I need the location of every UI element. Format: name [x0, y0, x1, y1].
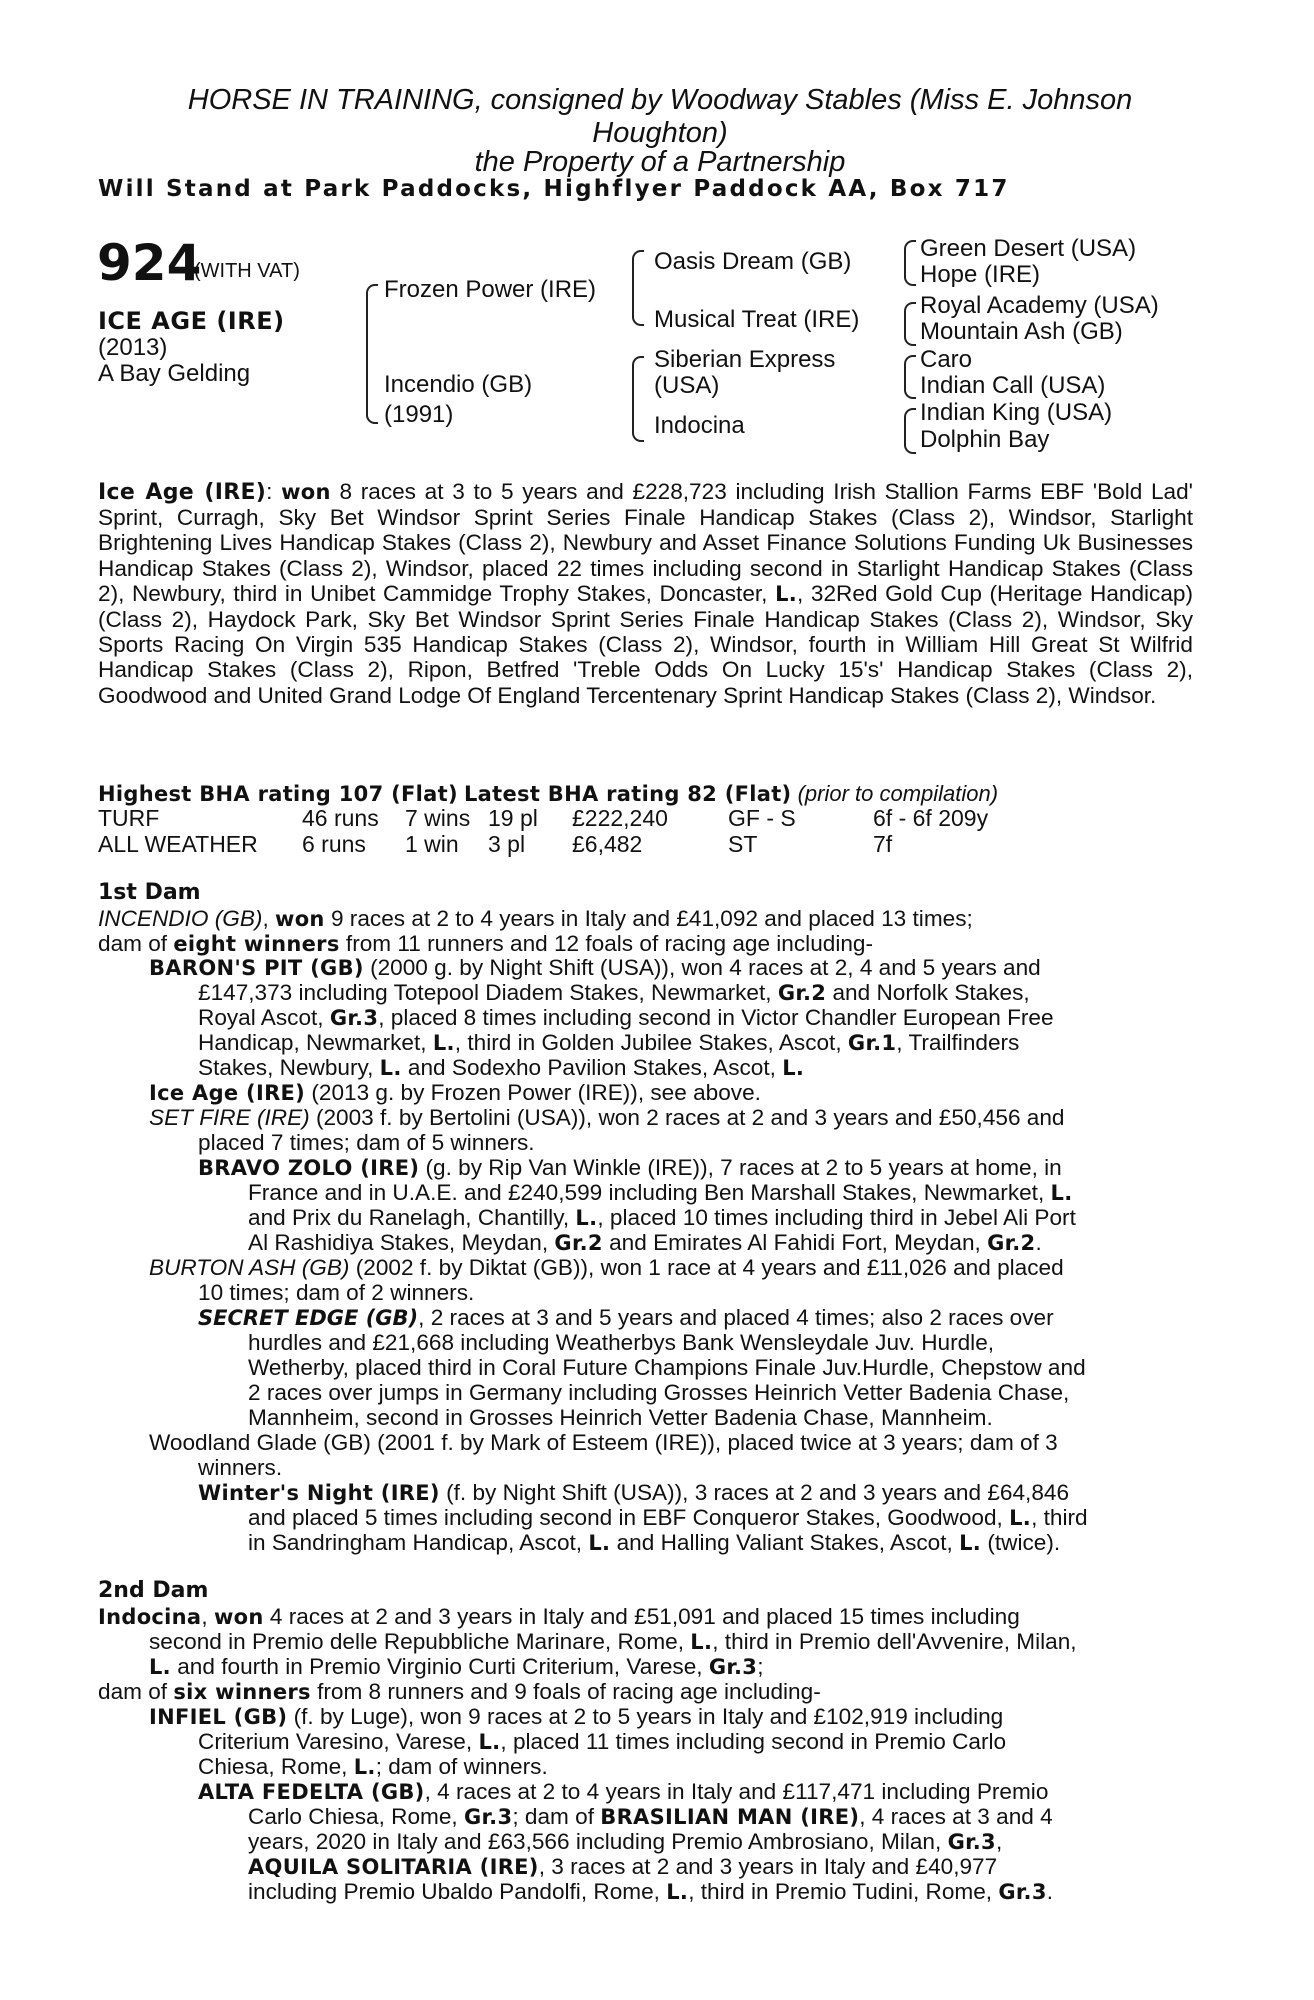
winters-night: Winter's Night (IRE) (f. by Night Shift (USA)), 3 races at 2 and 3 years and £64,846: [198, 1480, 1070, 1505]
pedigree-dam-year: (1991): [384, 401, 454, 428]
infiel-line3: Chiesa, Rome, L.; dam of winners.: [198, 1754, 548, 1779]
race-record: Ice Age (IRE): won 8 races at 3 to 5 years and £228,723 including Irish Stallion Farms EBF 'Bold Lad' Sprint, Curragh, Sky Bet Windsor Sprint Series Finale Handicap Stakes (Class 2), Windsor, Starlight Brightening Lives Handicap Stakes (Class 2), Newbury and Asset Finance Solutions Funding Uk Businesses Handicap Stakes (Class 2), Windsor, placed 22 times including second in Starlight Handicap Stakes (Class 2), Newbury, third in Unibet Cammidge Trophy Stakes, Doncaster, L., 32Red Gold Cup (Heritage Handicap) (Class 2), Haydock Park, Sky Bet Windsor Sprint Series Finale Handicap Stakes (Class 2), Windsor, Sky Sports Racing On Virgin 535 Handicap Stakes (Class 2), Windsor, fourth in William Hill Great St Wilfrid Handicap Stakes (Class 2), Ripon, Betfred 'Treble Odds On Lucky 15's' Handicap Stakes (Class 2), Goodwood and United Grand Lodge Of England Tercentenary Sprint Handicap Stakes (Class 2), Windsor.: [98, 479, 1194, 708]
secret-line3: Wetherby, placed third in Coral Future Champions Finale Juv.Hurdle, Chepstow and: [248, 1355, 1086, 1380]
pedigree-sd-sire: Royal Academy (USA): [920, 292, 1159, 319]
pedigree-sire: Frozen Power (IRE): [384, 276, 597, 303]
vat-note: (WITH VAT): [194, 260, 300, 282]
consignor-line: HORSE IN TRAINING, consigned by Woodway Stables (Miss E. Johnson: [187, 84, 1133, 116]
aw-runs: 6 runs: [302, 831, 366, 857]
dam2-line2: second in Premio delle Repubbliche Marinare, Rome, L., third in Premio dell'Avvenire, Milan,: [149, 1629, 1077, 1654]
pedigree-ss-sire: Green Desert (USA): [920, 235, 1137, 262]
alta-fedelta: ALTA FEDELTA (GB), 4 races at 2 to 4 years in Italy and £117,471 including Premio: [198, 1779, 1049, 1804]
secret-line5: Mannheim, second in Grosses Heinrich Vetter Badenia Chase, Mannheim.: [248, 1405, 993, 1430]
dam1-line: INCENDIO (GB), won 9 races at 2 to 4 years in Italy and £41,092 and placed 13 times;: [98, 906, 973, 931]
dam2-line: Indocina, won 4 races at 2 and 3 years in Italy and £51,091 and placed 15 times including: [98, 1604, 1020, 1629]
secret-edge: SECRET EDGE (GB), 2 races at 3 and 5 years and placed 4 times; also 2 races over: [198, 1305, 1054, 1330]
brace-4d: [904, 408, 916, 454]
bravo-zolo: BRAVO ZOLO (IRE) (g. by Rip Van Winkle (IRE)), 7 races at 2 to 5 years at home, in: [198, 1155, 1062, 1180]
turf-wins: 7 wins: [405, 805, 471, 831]
bha-rating: Highest BHA rating 107 (Flat) Latest BHA rating 82 (Flat) (prior to compilation): [98, 781, 999, 806]
aw-going: ST: [728, 831, 758, 857]
pedigree-ss-dam: Hope (IRE): [920, 261, 1041, 288]
secret-line4: 2 races over jumps in Germany including Grosses Heinrich Vetter Badenia Chase,: [248, 1380, 1070, 1405]
pedigree-sire-dam: Musical Treat (IRE): [654, 306, 860, 333]
lot-number: 924: [97, 234, 202, 292]
burton-ash: BURTON ASH (GB) (2002 f. by Diktat (GB)), won 1 race at 4 years and £11,026 and placed: [149, 1255, 1064, 1280]
dam2-line3: L. and fourth in Premio Virginio Curti Criterium, Varese, Gr.3;: [149, 1654, 764, 1679]
alta-line3: years, 2020 in Italy and £63,566 including Premio Ambrosiano, Milan, Gr.3,: [248, 1829, 1003, 1854]
pedigree-ds-sire: Caro: [920, 346, 973, 373]
woodland-glade: Woodland Glade (GB) (2001 f. by Mark of Esteem (IRE)), placed twice at 3 years; dam of 3: [149, 1430, 1058, 1455]
bravo-line2: France and in U.A.E. and £240,599 including Ben Marshall Stakes, Newmarket, L.: [248, 1180, 1073, 1205]
turf-label: TURF: [98, 805, 160, 831]
winters-line3: in Sandringham Handicap, Ascot, L. and Halling Valiant Stakes, Ascot, L. (twice).: [248, 1530, 1061, 1555]
turf-distance: 6f - 6f 209y: [873, 805, 989, 831]
barons-line3: Royal Ascot, Gr.3, placed 8 times including second in Victor Chandler European Free: [198, 1005, 1054, 1030]
bravo-line3: and Prix du Ranelagh, Chantilly, L., placed 10 times including third in Jebel Ali Port: [248, 1205, 1076, 1230]
set-fire-line2: placed 7 times; dam of 5 winners.: [198, 1130, 535, 1155]
set-fire: SET FIRE (IRE) (2003 f. by Bertolini (USA)), won 2 races at 2 and 3 years and £50,456 and: [149, 1105, 1065, 1130]
aw-prize: £6,482: [572, 831, 643, 857]
infiel: INFIEL (GB) (f. by Luge), won 9 races at 2 to 5 years in Italy and £102,919 including: [149, 1704, 1004, 1729]
pedigree-dd-sire: Indian King (USA): [920, 399, 1113, 426]
stand-location: Will Stand at Park Paddocks, Highflyer Paddock AA, Box 717: [98, 176, 1010, 202]
pedigree-ds-dam: Indian Call (USA): [920, 372, 1106, 399]
turf-prize: £222,240: [572, 805, 668, 831]
alta-line2: Carlo Chiesa, Rome, Gr.3; dam of BRASILIAN MAN (IRE), 4 races at 3 and 4: [248, 1804, 1053, 1829]
pedigree-sd-dam: Mountain Ash (GB): [920, 318, 1123, 345]
infiel-line2: Criterium Varesino, Varese, L., placed 11 times including second in Premio Carlo: [198, 1729, 1007, 1754]
first-dam-heading: 1st Dam: [98, 880, 201, 905]
consignor-line-cont: Houghton): [592, 117, 728, 149]
dam1-produce: dam of eight winners from 11 runners and 12 foals of racing age including-: [98, 931, 873, 956]
brace-4c: [904, 355, 916, 399]
woodland-line2: winners.: [198, 1455, 283, 1480]
bravo-line4: Al Rashidiya Stakes, Meydan, Gr.2 and Emirates Al Fahidi Fort, Meydan, Gr.2.: [248, 1230, 1042, 1255]
horse-description: A Bay Gelding: [98, 360, 251, 387]
turf-going: GF - S: [728, 805, 796, 831]
aw-label: ALL WEATHER: [98, 831, 258, 857]
pedigree-dam: Incendio (GB): [384, 371, 533, 398]
pedigree-brace-dam: [632, 356, 644, 442]
aw-wins: 1 win: [405, 831, 459, 857]
barons-line4: Handicap, Newmarket, L., third in Golden Jubilee Stakes, Ascot, Gr.1, Trailfinders: [198, 1030, 1020, 1055]
foaling-year: (2013): [98, 334, 168, 361]
brace-4b: [904, 302, 916, 346]
horse-name: ICE AGE (IRE): [98, 307, 285, 335]
burton-line2: 10 times; dam of 2 winners.: [198, 1280, 475, 1305]
second-dam-heading: 2nd Dam: [98, 1578, 209, 1603]
pedigree-sire-sire: Oasis Dream (GB): [654, 248, 852, 275]
pedigree-dam-sire: Siberian Express: [654, 346, 836, 373]
ice-age-entry: Ice Age (IRE) (2013 g. by Frozen Power (IRE)), see above.: [149, 1080, 761, 1105]
pedigree-dam-dam: Indocina: [654, 412, 745, 439]
pedigree-dam-sire-cont: (USA): [654, 372, 720, 399]
aw-distance: 7f: [873, 831, 893, 857]
brace-4a: [904, 240, 916, 286]
turf-runs: 46 runs: [302, 805, 379, 831]
aquila-line2: including Premio Ubaldo Pandolfi, Rome, L., third in Premio Tudini, Rome, Gr.3.: [248, 1879, 1054, 1904]
winters-line2: and placed 5 times including second in EBF Conqueror Stakes, Goodwood, L., third: [248, 1505, 1088, 1530]
pedigree-brace-sire: [632, 250, 644, 326]
dam2-produce: dam of six winners from 8 runners and 9 foals of racing age including-: [98, 1679, 821, 1704]
barons-pit: BARON'S PIT (GB) (2000 g. by Night Shift (USA)), won 4 races at 2, 4 and 5 years and: [149, 955, 1041, 980]
pedigree-dd-dam: Dolphin Bay: [920, 426, 1050, 453]
turf-placed: 19 pl: [488, 805, 538, 831]
pedigree-brace-main: [366, 284, 378, 424]
aquila-solitaria: AQUILA SOLITARIA (IRE), 3 races at 2 and 3 years in Italy and £40,977: [248, 1854, 998, 1879]
property-line: the Property of a Partnership: [474, 146, 846, 178]
aw-placed: 3 pl: [488, 831, 526, 857]
barons-line2: £147,373 including Totepool Diadem Stakes, Newmarket, Gr.2 and Norfolk Stakes,: [198, 980, 1030, 1005]
barons-line5: Stakes, Newbury, L. and Sodexho Pavilion Stakes, Ascot, L.: [198, 1055, 805, 1080]
secret-line2: hurdles and £21,668 including Weatherbys Bank Wensleydale Juv. Hurdle,: [248, 1330, 995, 1355]
